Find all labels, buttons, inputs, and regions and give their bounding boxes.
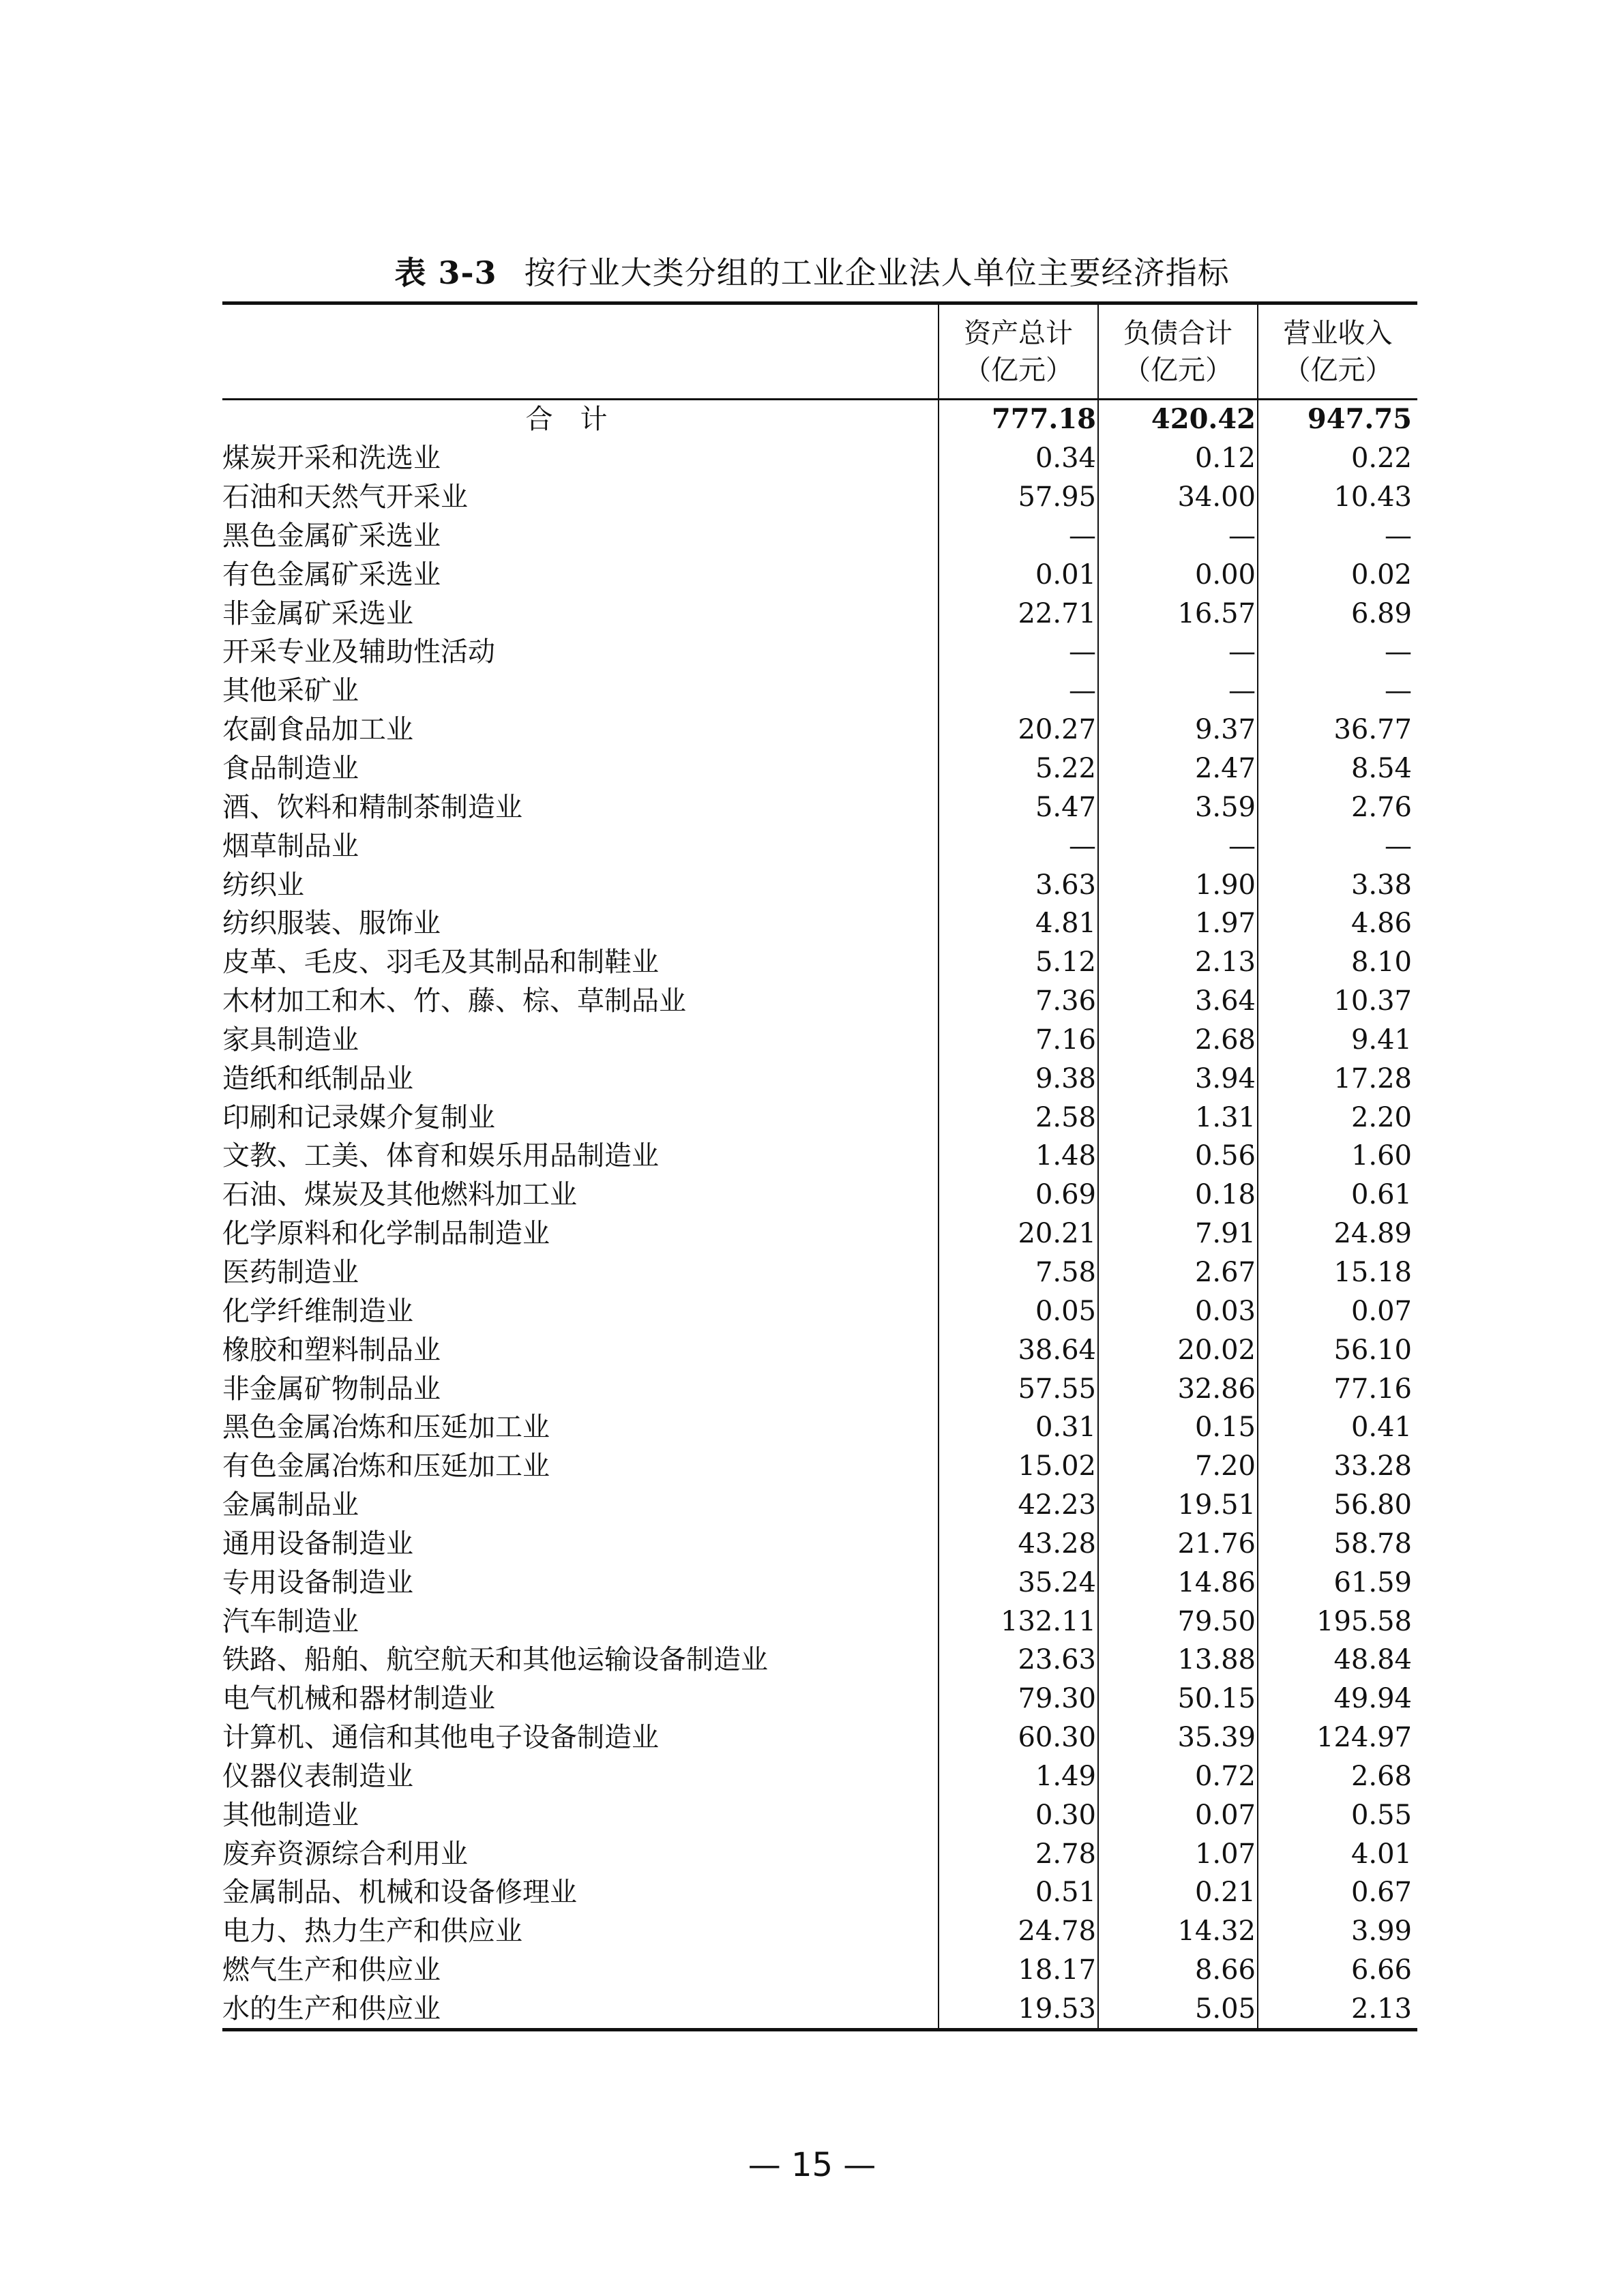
liabilities-value: 2.47 xyxy=(1098,749,1258,788)
liabilities-value: 0.56 xyxy=(1098,1137,1258,1176)
revenue-value: 8.54 xyxy=(1350,753,1412,785)
revenue-value: 4.86 xyxy=(1350,908,1412,940)
assets-value: 20.21 xyxy=(939,1214,1098,1253)
table-row xyxy=(222,982,1417,1021)
economic-indicators-table xyxy=(222,301,1417,2031)
revenue-value: 56.10 xyxy=(1333,1334,1412,1366)
liabilities-value: — xyxy=(1098,633,1258,672)
industry-name: 开采专业及辅助性活动 xyxy=(222,633,939,672)
table-row xyxy=(222,865,1417,904)
header-total-liabilities xyxy=(1098,303,1258,400)
header-unit: （亿元） xyxy=(964,354,1073,386)
liabilities-value: 79.50 xyxy=(1098,1602,1258,1641)
table-row xyxy=(222,1563,1417,1602)
liabilities-value: 32.86 xyxy=(1098,1369,1258,1408)
assets-value: 79.30 xyxy=(939,1680,1098,1718)
assets-value: 132.11 xyxy=(939,1602,1098,1641)
header-label: 负债合计 xyxy=(1123,317,1232,349)
assets-value: 57.55 xyxy=(939,1369,1098,1408)
industry-name: 医药制造业 xyxy=(222,1253,939,1292)
table-row xyxy=(222,594,1417,633)
industry-name: 废弃资源综合利用业 xyxy=(222,1834,939,1873)
table-row xyxy=(222,1990,1417,2030)
total-assets-value: 777.18 xyxy=(939,400,1098,439)
table-row xyxy=(222,904,1417,943)
industry-name: 计算机、通信和其他电子设备制造业 xyxy=(222,1718,939,1757)
assets-value: 24.78 xyxy=(939,1912,1098,1951)
liabilities-value: 7.20 xyxy=(1098,1447,1258,1486)
header-label: 资产总计 xyxy=(964,317,1073,349)
revenue-value: 124.97 xyxy=(1316,1722,1412,1754)
table-row xyxy=(222,1718,1417,1757)
assets-value: 23.63 xyxy=(939,1641,1098,1680)
assets-value: — xyxy=(939,633,1098,672)
table-row xyxy=(222,1214,1417,1253)
assets-value: 19.53 xyxy=(939,1990,1098,2030)
table-row xyxy=(222,1951,1417,1990)
industry-name: 汽车制造业 xyxy=(222,1602,939,1641)
liabilities-value: 16.57 xyxy=(1098,594,1258,633)
revenue-value: 15.18 xyxy=(1333,1256,1412,1288)
assets-value: 0.31 xyxy=(939,1408,1098,1447)
assets-value: 2.58 xyxy=(939,1098,1098,1137)
revenue-value: 195.58 xyxy=(1316,1605,1412,1637)
table-row xyxy=(222,1834,1417,1873)
revenue-value: 2.13 xyxy=(1258,1990,1417,2030)
table-row xyxy=(222,749,1417,788)
assets-value: 0.05 xyxy=(939,1292,1098,1330)
industry-name: 文教、工美、体育和娱乐用品制造业 xyxy=(222,1137,939,1176)
assets-value: 5.22 xyxy=(939,749,1098,788)
assets-value: 22.71 xyxy=(939,594,1098,633)
liabilities-value: 0.07 xyxy=(1098,1795,1258,1834)
industry-name: 石油和天然气开采业 xyxy=(222,478,939,517)
revenue-value: 0.07 xyxy=(1350,1295,1412,1327)
industry-name: 电力、热力生产和供应业 xyxy=(222,1912,939,1951)
industry-name: 金属制品业 xyxy=(222,1486,939,1525)
revenue-value: 0.67 xyxy=(1350,1877,1412,1909)
industry-name: 专用设备制造业 xyxy=(222,1563,939,1602)
revenue-value: 48.84 xyxy=(1333,1644,1412,1676)
liabilities-value: — xyxy=(1098,517,1258,556)
liabilities-value: 0.12 xyxy=(1098,439,1258,478)
assets-value: 0.51 xyxy=(939,1873,1098,1912)
header-unit: （亿元） xyxy=(1283,354,1393,386)
revenue-value: 4.01 xyxy=(1350,1838,1412,1870)
revenue-value: 2.68 xyxy=(1350,1760,1412,1792)
assets-value: — xyxy=(939,826,1098,865)
table-row xyxy=(222,826,1417,865)
industry-name: 煤炭开采和洗选业 xyxy=(222,439,939,478)
table-row xyxy=(222,1369,1417,1408)
assets-value: 43.28 xyxy=(939,1524,1098,1563)
industry-name: 其他制造业 xyxy=(222,1795,939,1834)
revenue-value: 58.78 xyxy=(1333,1527,1412,1560)
industry-name: 非金属矿采选业 xyxy=(222,594,939,633)
industry-name: 非金属矿物制品业 xyxy=(222,1369,939,1408)
table-row xyxy=(222,1098,1417,1137)
table-title xyxy=(0,252,1624,293)
revenue-value: 6.66 xyxy=(1350,1954,1412,1986)
liabilities-value: 5.05 xyxy=(1098,1990,1258,2030)
assets-value: 20.27 xyxy=(939,711,1098,749)
table-row xyxy=(222,633,1417,672)
industry-name: 农副食品加工业 xyxy=(222,711,939,749)
liabilities-value: 8.66 xyxy=(1098,1951,1258,1990)
revenue-value: 49.94 xyxy=(1333,1683,1412,1715)
assets-value: 42.23 xyxy=(939,1486,1098,1525)
industry-name: 金属制品、机械和设备修理业 xyxy=(222,1873,939,1912)
table-row xyxy=(222,1021,1417,1060)
table-row xyxy=(222,1408,1417,1447)
assets-value: 0.34 xyxy=(939,439,1098,478)
table-row xyxy=(222,711,1417,749)
liabilities-value: 20.02 xyxy=(1098,1330,1258,1369)
revenue-value: 0.55 xyxy=(1350,1799,1412,1831)
liabilities-value: 1.97 xyxy=(1098,904,1258,943)
liabilities-value: — xyxy=(1098,672,1258,711)
liabilities-value: 13.88 xyxy=(1098,1641,1258,1680)
table-row xyxy=(222,1137,1417,1176)
table-row xyxy=(222,1912,1417,1951)
revenue-value: — xyxy=(1385,636,1412,668)
liabilities-value: — xyxy=(1098,826,1258,865)
revenue-value: 2.20 xyxy=(1350,1101,1412,1133)
liabilities-value: 21.76 xyxy=(1098,1524,1258,1563)
industry-name: 化学原料和化学制品制造业 xyxy=(222,1214,939,1253)
industry-name: 石油、煤炭及其他燃料加工业 xyxy=(222,1176,939,1214)
header-total-assets xyxy=(939,303,1098,400)
assets-value: 5.12 xyxy=(939,943,1098,982)
assets-value: — xyxy=(939,517,1098,556)
revenue-value: 56.80 xyxy=(1333,1489,1412,1521)
liabilities-value: 3.64 xyxy=(1098,982,1258,1021)
header-label: 营业收入 xyxy=(1283,317,1393,349)
revenue-value: 6.89 xyxy=(1350,597,1412,629)
total-revenue-value: 947.75 xyxy=(1307,403,1412,436)
revenue-value: 17.28 xyxy=(1333,1062,1412,1094)
table-row xyxy=(222,1602,1417,1641)
industry-name: 酒、饮料和精制茶制造业 xyxy=(222,788,939,826)
industry-name: 铁路、船舶、航空航天和其他运输设备制造业 xyxy=(222,1641,939,1680)
revenue-value: 0.22 xyxy=(1350,443,1412,475)
table-row xyxy=(222,1757,1417,1796)
revenue-value: — xyxy=(1385,830,1412,862)
liabilities-value: 3.94 xyxy=(1098,1059,1258,1098)
liabilities-value: 2.67 xyxy=(1098,1253,1258,1292)
liabilities-value: 34.00 xyxy=(1098,478,1258,517)
revenue-value: 0.41 xyxy=(1350,1412,1412,1444)
liabilities-value: 0.00 xyxy=(1098,555,1258,594)
table-row xyxy=(222,1253,1417,1292)
industry-name: 仪器仪表制造业 xyxy=(222,1757,939,1796)
industry-name: 皮革、毛皮、羽毛及其制品和制鞋业 xyxy=(222,943,939,982)
revenue-value: 24.89 xyxy=(1333,1218,1412,1250)
liabilities-value: 9.37 xyxy=(1098,711,1258,749)
page-number: — 15 — xyxy=(748,2146,876,2184)
table-row xyxy=(222,1486,1417,1525)
header-row xyxy=(222,303,1417,400)
table-row xyxy=(222,555,1417,594)
table-row xyxy=(222,478,1417,517)
revenue-value: — xyxy=(1385,520,1412,552)
liabilities-value: 3.59 xyxy=(1098,788,1258,826)
table-row xyxy=(222,1292,1417,1330)
revenue-value: 10.37 xyxy=(1333,985,1412,1017)
table-row xyxy=(222,1330,1417,1369)
table-number: 表 3-3 xyxy=(394,254,497,291)
table-row xyxy=(222,1176,1417,1214)
table-caption: 按行业大类分组的工业企业法人单位主要经济指标 xyxy=(524,254,1230,291)
industry-name: 有色金属矿采选业 xyxy=(222,555,939,594)
table-row xyxy=(222,1641,1417,1680)
table-row xyxy=(222,517,1417,556)
industry-name: 水的生产和供应业 xyxy=(222,1990,939,2030)
assets-value: 9.38 xyxy=(939,1059,1098,1098)
industry-name: 烟草制品业 xyxy=(222,826,939,865)
liabilities-value: 1.07 xyxy=(1098,1834,1258,1873)
assets-value: 0.69 xyxy=(939,1176,1098,1214)
header-industry xyxy=(222,303,939,400)
table-row xyxy=(222,672,1417,711)
industry-name: 黑色金属矿采选业 xyxy=(222,517,939,556)
revenue-value: 9.41 xyxy=(1350,1024,1412,1056)
revenue-value: 1.60 xyxy=(1350,1140,1412,1172)
industry-name: 木材加工和木、竹、藤、棕、草制品业 xyxy=(222,982,939,1021)
industry-name: 电气机械和器材制造业 xyxy=(222,1680,939,1718)
liabilities-value: 2.68 xyxy=(1098,1021,1258,1060)
revenue-value: 3.38 xyxy=(1350,869,1412,901)
table-row xyxy=(222,943,1417,982)
revenue-value: 0.02 xyxy=(1350,558,1412,591)
assets-value: 7.16 xyxy=(939,1021,1098,1060)
revenue-value: 0.61 xyxy=(1350,1179,1412,1211)
liabilities-value: 14.32 xyxy=(1098,1912,1258,1951)
liabilities-value: 2.13 xyxy=(1098,943,1258,982)
table-row xyxy=(222,1059,1417,1098)
industry-name: 黑色金属冶炼和压延加工业 xyxy=(222,1408,939,1447)
industry-name: 纺织业 xyxy=(222,865,939,904)
assets-value: 35.24 xyxy=(939,1563,1098,1602)
industry-name: 有色金属冶炼和压延加工业 xyxy=(222,1447,939,1486)
header-operating-revenue xyxy=(1258,303,1417,400)
revenue-value: 77.16 xyxy=(1333,1373,1412,1405)
revenue-value: 33.28 xyxy=(1333,1450,1412,1482)
liabilities-value: 0.15 xyxy=(1098,1408,1258,1447)
liabilities-value: 14.86 xyxy=(1098,1563,1258,1602)
liabilities-value: 0.18 xyxy=(1098,1176,1258,1214)
industry-name: 纺织服装、服饰业 xyxy=(222,904,939,943)
table-row xyxy=(222,1795,1417,1834)
liabilities-value: 0.72 xyxy=(1098,1757,1258,1796)
industry-name: 通用设备制造业 xyxy=(222,1524,939,1563)
table-row xyxy=(222,1524,1417,1563)
total-liabilities-value: 420.42 xyxy=(1098,400,1258,439)
industry-name: 其他采矿业 xyxy=(222,672,939,711)
assets-value: 1.49 xyxy=(939,1757,1098,1796)
table-row xyxy=(222,1447,1417,1486)
assets-value: 4.81 xyxy=(939,904,1098,943)
liabilities-value: 50.15 xyxy=(1098,1680,1258,1718)
liabilities-value: 1.90 xyxy=(1098,865,1258,904)
table-row xyxy=(222,788,1417,826)
table-row xyxy=(222,1873,1417,1912)
liabilities-value: 7.91 xyxy=(1098,1214,1258,1253)
revenue-value: 8.10 xyxy=(1350,946,1412,979)
industry-name: 燃气生产和供应业 xyxy=(222,1951,939,1990)
total-label: 合计 xyxy=(222,400,939,439)
assets-value: 0.01 xyxy=(939,555,1098,594)
total-row xyxy=(222,400,1417,439)
revenue-value: 36.77 xyxy=(1333,714,1412,746)
assets-value: 18.17 xyxy=(939,1951,1098,1990)
industry-name: 造纸和纸制品业 xyxy=(222,1059,939,1098)
assets-value: 60.30 xyxy=(939,1718,1098,1757)
industry-name: 食品制造业 xyxy=(222,749,939,788)
assets-value: 38.64 xyxy=(939,1330,1098,1369)
assets-value: 5.47 xyxy=(939,788,1098,826)
assets-value: 0.30 xyxy=(939,1795,1098,1834)
industry-name: 家具制造业 xyxy=(222,1021,939,1060)
header-unit: （亿元） xyxy=(1123,354,1232,386)
revenue-value: 3.99 xyxy=(1350,1915,1412,1948)
table-row xyxy=(222,439,1417,478)
assets-value: 7.36 xyxy=(939,982,1098,1021)
revenue-value: — xyxy=(1385,675,1412,707)
liabilities-value: 1.31 xyxy=(1098,1098,1258,1137)
industry-name: 印刷和记录媒介复制业 xyxy=(222,1098,939,1137)
assets-value: 15.02 xyxy=(939,1447,1098,1486)
assets-value: 2.78 xyxy=(939,1834,1098,1873)
assets-value: — xyxy=(939,672,1098,711)
liabilities-value: 35.39 xyxy=(1098,1718,1258,1757)
assets-value: 7.58 xyxy=(939,1253,1098,1292)
industry-name: 橡胶和塑料制品业 xyxy=(222,1330,939,1369)
revenue-value: 2.76 xyxy=(1350,791,1412,823)
assets-value: 57.95 xyxy=(939,478,1098,517)
table-row xyxy=(222,1680,1417,1718)
industry-name: 化学纤维制造业 xyxy=(222,1292,939,1330)
revenue-value: 10.43 xyxy=(1333,481,1412,513)
assets-value: 1.48 xyxy=(939,1137,1098,1176)
liabilities-value: 19.51 xyxy=(1098,1486,1258,1525)
revenue-value: 61.59 xyxy=(1333,1566,1412,1598)
liabilities-value: 0.03 xyxy=(1098,1292,1258,1330)
liabilities-value: 0.21 xyxy=(1098,1873,1258,1912)
assets-value: 3.63 xyxy=(939,865,1098,904)
